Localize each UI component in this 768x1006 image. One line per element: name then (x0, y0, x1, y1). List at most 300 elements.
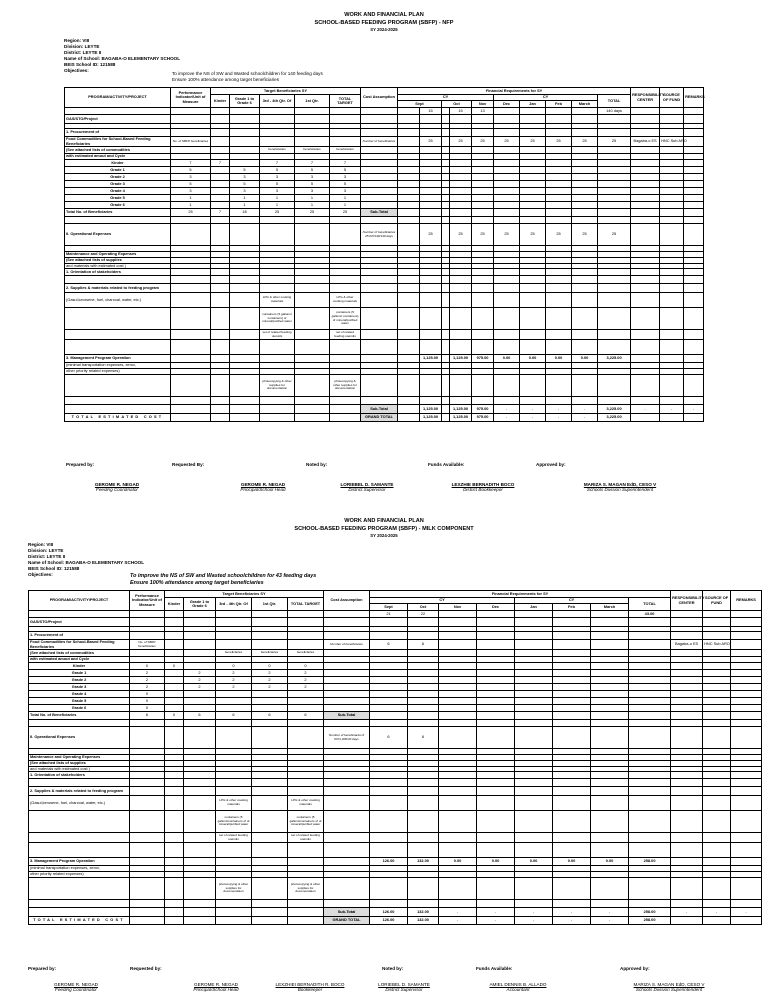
table-cell (591, 787, 629, 796)
table-cell (165, 858, 184, 866)
table-cell (398, 174, 420, 181)
table-cell (660, 167, 684, 174)
row-label-cell (29, 720, 130, 727)
table-cell (252, 705, 288, 712)
table-cell (408, 772, 439, 779)
table-cell (631, 147, 660, 154)
table-cell: LPG & other cooking materials (330, 293, 361, 308)
table-cell (546, 375, 572, 397)
table-cell: 6 (408, 640, 439, 650)
table-cell (515, 787, 553, 796)
table-cell (684, 195, 704, 202)
col-responsibility: RESPONSIBILITY CENTER (671, 591, 703, 611)
table-cell (684, 276, 704, 284)
col-third-fourth: 3rd - 4th Qtr. Of (216, 598, 252, 611)
table-cell (408, 878, 439, 900)
table-cell (398, 330, 420, 340)
table-cell: 3 (171, 188, 211, 195)
table-cell: 1 (171, 202, 211, 209)
col-first-qtr: 1st Qtr. (252, 598, 288, 611)
table-cell (216, 698, 252, 705)
table-cell (515, 632, 553, 640)
table-cell (211, 202, 230, 209)
table-cell: 25 (420, 224, 442, 246)
table-cell (288, 698, 324, 705)
table-cell (515, 900, 553, 908)
table-cell (442, 224, 450, 246)
table-cell (477, 618, 515, 627)
table-cell (260, 276, 295, 284)
table-cell (572, 147, 598, 154)
table-cell (165, 908, 184, 917)
table-cell (684, 160, 704, 167)
table-cell (442, 355, 450, 363)
table-cell: 0.00 (477, 858, 515, 866)
table-cell: 1,125.00 (420, 414, 442, 422)
table-cell (598, 167, 631, 174)
table-cell (684, 308, 704, 330)
table-cell (230, 284, 260, 293)
table-cell (684, 217, 704, 224)
table-cell (252, 691, 288, 698)
table-cell (295, 129, 330, 137)
table-cell (184, 611, 216, 618)
row-label-cell: Grade 2 (65, 174, 171, 181)
table-cell (660, 269, 684, 276)
table-cell (731, 684, 762, 691)
table-cell (494, 181, 520, 188)
table-cell (450, 115, 472, 124)
doc-school-year: SY 2024-2025 (370, 27, 398, 32)
table-cell (520, 293, 546, 308)
table-cell: 25 (420, 137, 442, 147)
table-cell (165, 833, 184, 843)
table-cell (450, 195, 472, 202)
table-cell (515, 796, 553, 811)
table-row (29, 720, 762, 727)
table-cell (398, 405, 420, 414)
table-cell (442, 188, 450, 195)
table-cell: - (553, 917, 591, 925)
table-row (29, 698, 762, 705)
table-cell (260, 284, 295, 293)
col-month: Jan (515, 604, 553, 611)
table-cell (420, 269, 442, 276)
row-label-cell (65, 276, 171, 284)
table-cell (591, 618, 629, 627)
signatory (262, 982, 358, 992)
table-cell: 6 (252, 712, 288, 720)
table-cell (260, 217, 295, 224)
table-cell (370, 833, 408, 843)
table-cell (408, 843, 439, 858)
table-row (29, 811, 762, 833)
table-cell (260, 224, 295, 246)
table-cell (165, 779, 184, 787)
col-cy-b: CY (494, 95, 598, 101)
row-label-cell: 1. Procurement of (65, 129, 171, 137)
table-cell (252, 640, 288, 650)
doc-subtitle: SCHOOL-BASED FEEDING PROGRAM (SBFP) - MILK COMPONENT (294, 525, 474, 532)
table-cell (703, 677, 731, 684)
table-cell (520, 269, 546, 276)
table-cell: 126.00 (370, 917, 408, 925)
row-label-cell: Kinder (65, 160, 171, 167)
table-cell (477, 632, 515, 640)
division: Division: LEYTE (64, 43, 100, 49)
table-cell (731, 663, 762, 670)
table-cell (671, 811, 703, 833)
table-cell (472, 209, 494, 217)
table-cell (671, 691, 703, 698)
table-cell (260, 129, 295, 137)
signatory-position: District Supervisor (385, 987, 423, 992)
table-cell (703, 712, 731, 720)
table-cell (295, 269, 330, 276)
table-cell (420, 340, 442, 355)
table-cell (553, 833, 591, 843)
table-cell: 2 (252, 670, 288, 677)
table-cell: - (660, 405, 684, 414)
table-cell (671, 684, 703, 691)
table-cell (361, 330, 398, 340)
row-label-cell: Food Commodities for School-Based Feeding Beneficiaries (65, 137, 171, 147)
table-cell (660, 330, 684, 340)
table-cell (520, 375, 546, 397)
sig-label: Approved by: (620, 966, 650, 971)
table-cell (472, 330, 494, 340)
table-cell (703, 900, 731, 908)
row-label-cell: (See attached lists of commodities (65, 147, 171, 154)
table-cell (598, 397, 631, 405)
row-label-cell: II. Operational Expenses (29, 727, 130, 749)
table-cell (494, 340, 520, 355)
table-cell: - (546, 414, 572, 422)
table-cell (477, 727, 515, 749)
table-cell (660, 129, 684, 137)
table-cell (370, 712, 408, 720)
table-cell (660, 276, 684, 284)
table-cell (211, 375, 230, 397)
col-program: PROGRAM/ACTIVITY/PROJECT (65, 88, 171, 108)
table-cell: 3 (330, 188, 361, 195)
row-label-cell: other priority related expenses) (29, 872, 130, 878)
table-cell: 2 (288, 677, 324, 684)
table-cell (660, 217, 684, 224)
table-cell: 126.00 (370, 858, 408, 866)
table-cell: 25 (494, 224, 520, 246)
table-cell: No. of SBFP beneficiaries (171, 137, 211, 147)
table-row (65, 209, 704, 217)
table-cell: 0 (216, 663, 252, 670)
col-third-fourth: 3rd - 4th Qtr. Of (260, 95, 295, 108)
table-cell: 1 (171, 195, 211, 202)
table-cell (295, 293, 330, 308)
table-cell (171, 108, 211, 115)
table-cell (165, 772, 184, 779)
table-cell (361, 174, 398, 181)
table-cell (252, 698, 288, 705)
table-cell (472, 308, 494, 330)
table-cell (572, 160, 598, 167)
table-cell (494, 209, 520, 217)
table-row (65, 160, 704, 167)
col-cost: Cost Assumption (324, 591, 370, 611)
table-cell (629, 618, 671, 627)
table-cell (572, 276, 598, 284)
table-cell (591, 811, 629, 833)
table-row (65, 269, 704, 276)
table-cell (472, 375, 494, 397)
table-cell (216, 640, 252, 650)
signatory-name: GEROME R. NEGAD (94, 482, 140, 487)
table-cell (420, 188, 442, 195)
table-cell (295, 137, 330, 147)
table-cell (216, 900, 252, 908)
table-cell (660, 224, 684, 246)
table-cell (546, 397, 572, 405)
table-cell (684, 188, 704, 195)
table-cell (703, 878, 731, 900)
row-label-cell: Grade 3 (65, 181, 171, 188)
table-cell (572, 174, 598, 181)
table-cell: 25 (260, 209, 295, 217)
table-cell (288, 632, 324, 640)
table-cell (472, 167, 494, 174)
col-month: Feb (546, 101, 572, 108)
table-cell (731, 720, 762, 727)
table-cell (420, 174, 442, 181)
table-cell (472, 269, 494, 276)
table-cell (295, 397, 330, 405)
table-cell (165, 640, 184, 650)
table-cell (324, 670, 370, 677)
table-cell (408, 796, 439, 811)
table-cell: 3 (330, 174, 361, 181)
table-cell (442, 397, 450, 405)
table-cell (703, 811, 731, 833)
col-fin-req: Financial Requirements for SY (398, 88, 631, 95)
table-cell (546, 284, 572, 293)
table-cell: 3,225.00 (598, 405, 631, 414)
table-cell (420, 115, 442, 124)
col-target-group: Target Beneficiaries SY (165, 591, 324, 598)
table-cell: - (546, 405, 572, 414)
table-cell (408, 670, 439, 677)
table-cell (472, 397, 494, 405)
table-cell (260, 355, 295, 363)
table-cell (703, 772, 731, 779)
table-cell (591, 833, 629, 843)
table-cell (591, 640, 629, 650)
table-row (29, 663, 762, 670)
table-cell (631, 375, 660, 397)
table-cell (731, 698, 762, 705)
table-cell (572, 202, 598, 209)
table-cell (171, 375, 211, 397)
table-cell (330, 137, 361, 147)
signatory-name: AMIEL DENNIS B. ALLADO (489, 982, 547, 987)
table-cell (684, 224, 704, 246)
table-cell: 2 (130, 670, 165, 677)
row-label-cell (29, 843, 130, 858)
table-row (29, 843, 762, 858)
table-cell (165, 900, 184, 908)
table-cell (546, 174, 572, 181)
table-cell: 2 (288, 670, 324, 677)
table-cell: 15 (420, 108, 442, 115)
table-cell (439, 811, 477, 833)
sig-label: Requested By: (172, 462, 205, 467)
table-cell (211, 188, 230, 195)
table-cell: 5 (230, 167, 260, 174)
table-cell (260, 405, 295, 414)
table-cell: 7 (295, 160, 330, 167)
table-cell (684, 414, 704, 422)
table-cell (450, 330, 472, 340)
table-cell (211, 293, 230, 308)
table-cell (572, 284, 598, 293)
table-cell (442, 174, 450, 181)
table-cell (629, 650, 671, 657)
table-cell (370, 787, 408, 796)
table-cell (211, 108, 230, 115)
table-cell (439, 650, 477, 657)
table-cell (572, 397, 598, 405)
table-cell (398, 269, 420, 276)
table-cell (230, 405, 260, 414)
table-cell (494, 195, 520, 202)
table-cell (324, 677, 370, 684)
table-cell (295, 115, 330, 124)
table-cell (211, 330, 230, 340)
table-cell (252, 727, 288, 749)
beis-id: BEIS School ID: 121588 (64, 61, 116, 67)
table-cell (520, 188, 546, 195)
row-label-cell: GAS/STO/Project (29, 618, 130, 627)
table-cell (450, 308, 472, 330)
table-cell (324, 618, 370, 627)
table-cell: 5 (295, 181, 330, 188)
table-cell (631, 174, 660, 181)
table-cell (184, 632, 216, 640)
table-cell (629, 727, 671, 749)
table-cell (230, 108, 260, 115)
table-cell (408, 833, 439, 843)
table-cell (420, 284, 442, 293)
table-cell (439, 787, 477, 796)
table-cell (472, 340, 494, 355)
table-cell (731, 878, 762, 900)
table-cell (439, 796, 477, 811)
table-cell (171, 308, 211, 330)
table-cell: 2 (252, 677, 288, 684)
table-cell (494, 293, 520, 308)
table-cell (171, 414, 211, 422)
row-label-cell: (Gasul,kerosene, fuel, charcoal, water, etc.) (65, 293, 171, 308)
table-row (65, 224, 704, 246)
table-cell: 258.00 (629, 917, 671, 925)
table-cell (439, 632, 477, 640)
table-cell: - (439, 917, 477, 925)
table-cell: Number of beneficiaries 25 KP/140/140 days (361, 224, 398, 246)
table-cell (631, 276, 660, 284)
table-cell (591, 698, 629, 705)
table-cell: 1 (295, 202, 330, 209)
table-cell: 3 (230, 188, 260, 195)
table-cell (631, 217, 660, 224)
table-cell (546, 188, 572, 195)
doc-subtitle: SCHOOL-BASED FEEDING PROGRAM (SBFP) - NFP (314, 19, 454, 26)
table-cell (494, 108, 520, 115)
table-cell (520, 147, 546, 154)
table-cell: LPG & other cooking materials (288, 796, 324, 811)
table-cell (684, 167, 704, 174)
table-cell (361, 276, 398, 284)
table-cell (629, 663, 671, 670)
row-label-cell (29, 833, 130, 843)
table-cell (520, 167, 546, 174)
row-label-cell: with estimated amout and Cycle (65, 154, 171, 160)
table-cell (216, 772, 252, 779)
table-cell (330, 405, 361, 414)
table-cell (515, 677, 553, 684)
table-cell (184, 698, 216, 705)
table-cell (230, 355, 260, 363)
table-cell (370, 705, 408, 712)
table-cell (684, 174, 704, 181)
table-cell (546, 269, 572, 276)
table-cell (494, 167, 520, 174)
table-cell (330, 217, 361, 224)
signatory (72, 482, 162, 492)
table-cell (184, 796, 216, 811)
table-cell (731, 640, 762, 650)
table-cell (230, 217, 260, 224)
table-cell (703, 705, 731, 712)
table-cell (515, 878, 553, 900)
col-total-target: TOTAL TARGET (330, 95, 361, 108)
signatory-name: LORIEBEL D. SAMANTE (378, 982, 430, 987)
table-cell (184, 691, 216, 698)
row-label-cell (29, 900, 130, 908)
row-label-cell: and materials with estimated cost ) (29, 766, 130, 772)
row-label-cell (65, 330, 171, 340)
table-cell (408, 712, 439, 720)
table-cell (520, 284, 546, 293)
table-cell (477, 779, 515, 787)
table-cell (330, 224, 361, 246)
table-cell (442, 115, 450, 124)
table-cell (572, 269, 598, 276)
table-cell (494, 284, 520, 293)
table-cell: GRAND TOTAL (361, 414, 398, 422)
table-cell: 25 (450, 137, 472, 147)
table-cell (591, 779, 629, 787)
objective-1: To improve the NS of SW and Wasted schoolchildren for 43 feeding days (130, 573, 317, 579)
table-cell (598, 375, 631, 397)
table-cell (546, 209, 572, 217)
table-cell (494, 174, 520, 181)
signatory-position: Feeding Coordinator (55, 987, 97, 992)
table-cell (631, 108, 660, 115)
table-cell (515, 698, 553, 705)
row-label-cell: with estimated amout and Cycle (29, 657, 130, 663)
table-cell (439, 833, 477, 843)
table-cell (165, 650, 184, 657)
table-cell (252, 908, 288, 917)
table-cell (165, 843, 184, 858)
